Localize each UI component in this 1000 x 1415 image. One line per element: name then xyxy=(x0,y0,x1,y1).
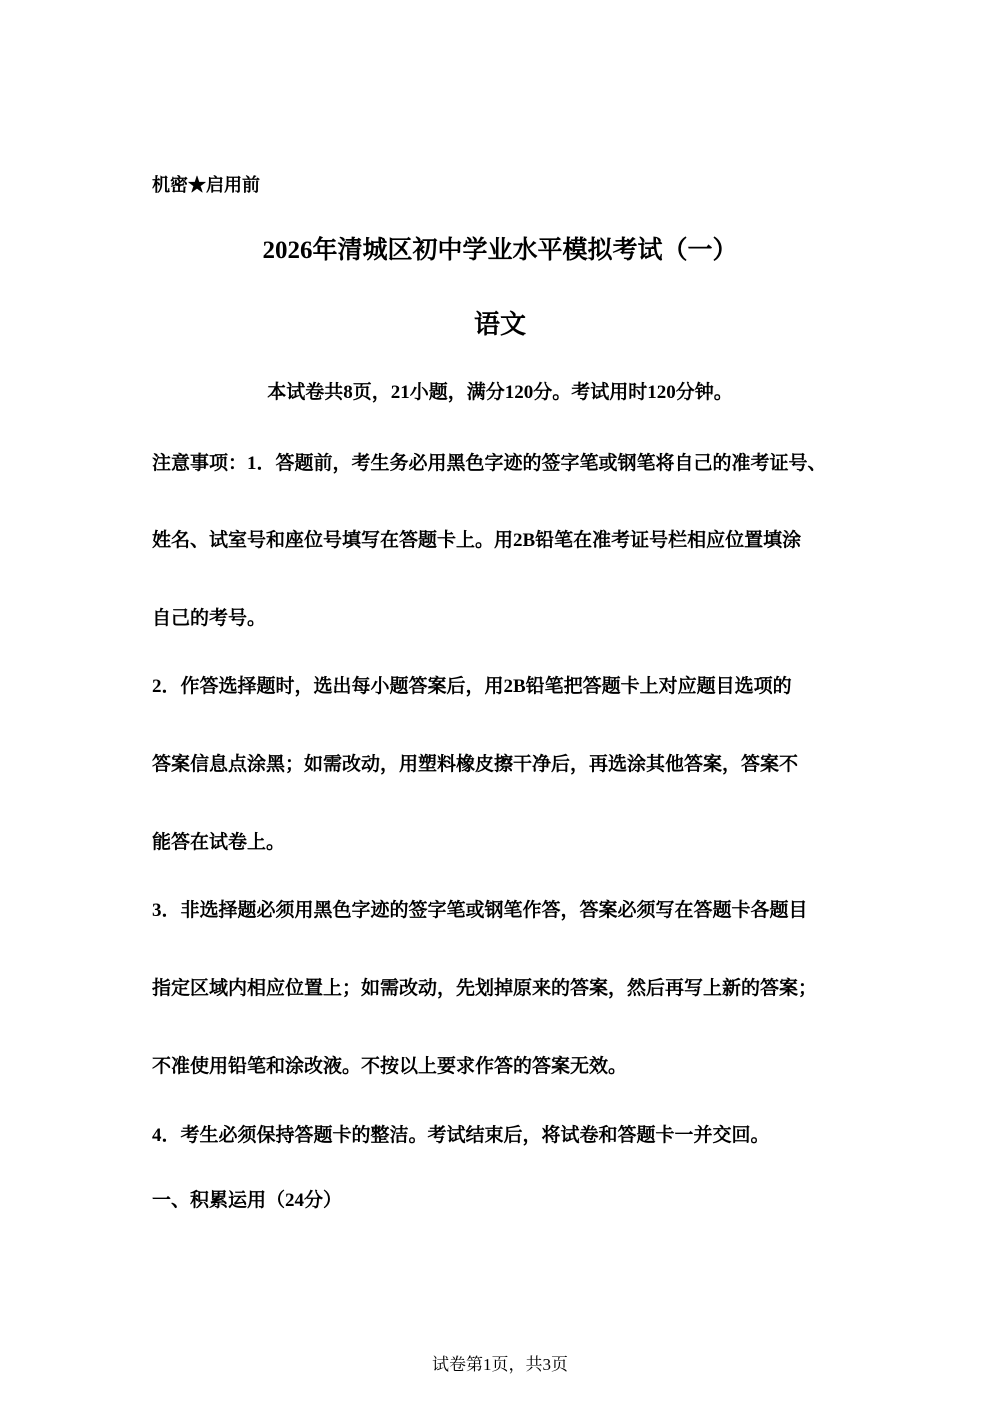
notes-line: 姓名、试室号和座位号填写在答题卡上。用2B铅笔在准考证号栏相应位置填涂 xyxy=(152,530,802,551)
notes-line: 4．考生必须保持答题卡的整洁。考试结束后，将试卷和答题卡一并交回。 xyxy=(152,1125,770,1146)
notes-line: 2．作答选择题时，选出每小题答案后，用2B铅笔把答题卡上对应题目选项的 xyxy=(152,676,792,697)
exam-summary: 本试卷共8页，21小题，满分120分。考试用时120分钟。 xyxy=(267,382,733,403)
notes-line: 注意事项：1．答题前，考生务必用黑色字迹的签字笔或钢笔将自己的准考证号、 xyxy=(152,453,827,474)
subject-title: 语文 xyxy=(473,310,526,339)
notes-line: 答案信息点涂黑；如需改动，用塑料橡皮擦干净后，再选涂其他答案，答案不 xyxy=(152,754,799,775)
section-heading: 一、积累运用（24分） xyxy=(152,1190,343,1211)
notes-line: 3．非选择题必须用黑色字迹的签字笔或钢笔作答，答案必须写在答题卡各题目 xyxy=(152,900,808,921)
notes-line: 自己的考号。 xyxy=(152,608,267,629)
notes-line: 指定区域内相应位置上；如需改动，先划掉原来的答案，然后再写上新的答案； xyxy=(152,978,818,999)
exam-title: 2026年清城区初中学业水平模拟考试（一） xyxy=(262,237,738,264)
page-footer: 试卷第1页，共3页 xyxy=(432,1355,568,1374)
confidential-label: 机密★启用前 xyxy=(152,175,260,195)
notes-line: 不准使用铅笔和涂改液。不按以上要求作答的答案无效。 xyxy=(152,1056,628,1077)
notes-line: 能答在试卷上。 xyxy=(152,832,286,853)
